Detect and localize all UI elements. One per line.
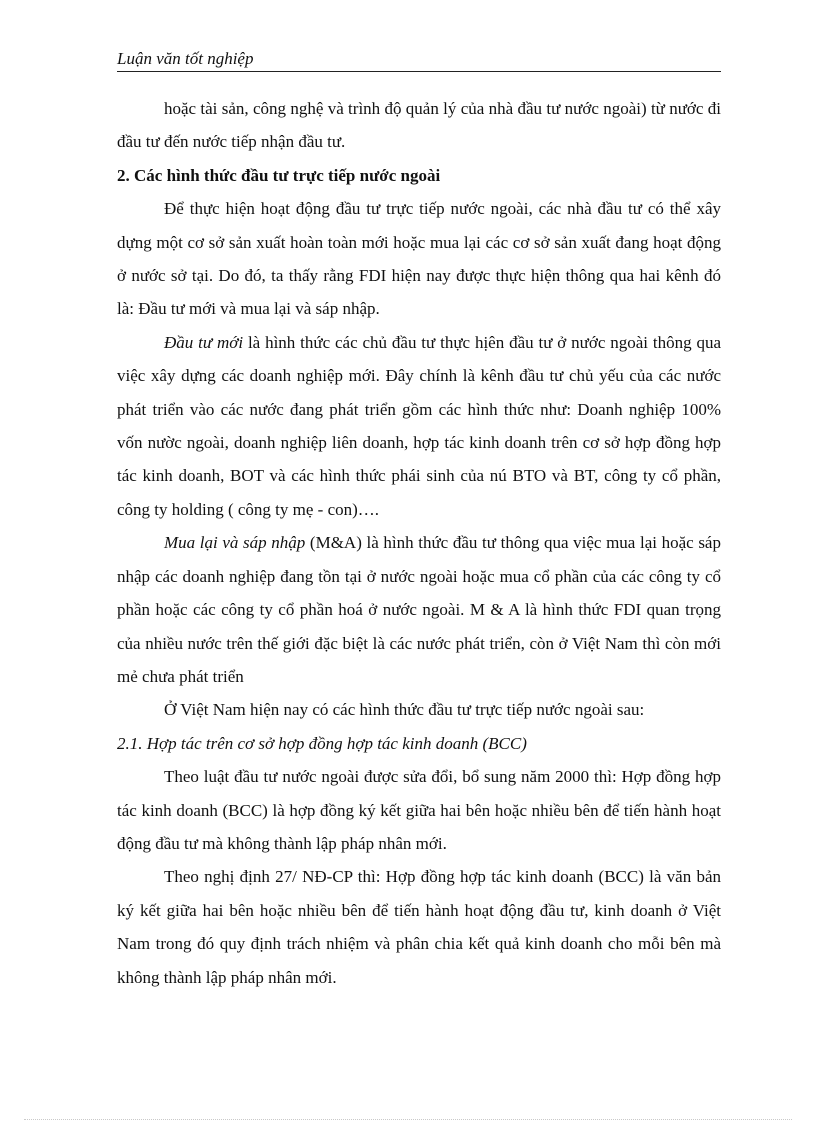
paragraph-decree-27: Theo nghị định 27/ NĐ-CP thì: Hợp đồng hợp tác kinh doanh (BCC) là văn bản ký kết giữa hai bên hoặc nhiều bên để tiến hành hoạt động đầu tư, kinh doanh ở Việt Nam trong đó quy định trách nhiệm và phân chia kết quả kinh doanh cho mỗi bên mà không thành lập pháp nhân mới. bbox=[117, 867, 721, 987]
paragraph-fdi-channels: Để thực hiện hoạt động đầu tư trực tiếp nước ngoài, các nhà đầu tư có thể xây dựng một cơ sở sản xuất hoàn toàn mới hoặc mua lại các cơ sở sản xuất đang hoạt động ở nước sở tại. Do đó, ta thấy rằng FDI hiện nay được thực hiện thông qua hai kênh đó là: Đầu tư mới và mua lại và sáp nhập. bbox=[117, 199, 721, 319]
paragraph-continuation: hoặc tài sản, công nghệ và trình độ quản lý của nhà đầu tư nước ngoài) từ nước đi đầu tư đến nước tiếp nhận đầu tư. bbox=[117, 99, 721, 152]
paragraph-new-investment-text: là hình thức các chủ đầu tư thực hịên đầu tư ở nước ngoài thông qua việc xây dựng các doanh nghiệp mới. Đây chính là kênh đầu tư chủ yếu của các nước phát triển vào các nước đang phát triển gồm các hình thức như: Doanh nghiệp 100% vốn nườc ngoài, doanh nghiệp liên doanh, hợp tác kinh doanh trên cơ sở hợp đồng hợp tác kinh doanh, BOT và các hình thức phái sinh của nú BTO và BT, công ty cổ phần, công ty holding ( công ty mẹ - con)…. bbox=[117, 332, 721, 519]
running-header: Luận văn tốt nghiệp bbox=[117, 48, 721, 72]
section-heading: 2. Các hình thức đầu tư trực tiếp nước ngoài bbox=[117, 165, 441, 185]
paragraph-ma bbox=[117, 526, 721, 693]
paragraph-vietnam-forms: Ở Việt Nam hiện nay có các hình thức đầu tư trực tiếp nước ngoài sau: bbox=[164, 700, 645, 720]
paragraph-ma-text: (M&A) là hình thức đầu tư thông qua việc mua lại hoặc sáp nhập các doanh nghiệp đang tồn tại ở nước ngoài hoặc mua cổ phần của các công ty cổ phần hoặc các công ty cổ phần hoá ở nước ngoài. M & A là hình thức FDI quan trọng của nhiều nước trên thế giới đặc biệt là các nước phát triển, còn ở Việt Nam thì còn mới mẻ chưa phát triển bbox=[117, 533, 721, 686]
term-new-investment: Đầu tư mới bbox=[164, 332, 244, 352]
body-text bbox=[117, 92, 721, 994]
bottom-divider bbox=[24, 1119, 792, 1120]
subsection-heading: 2.1. Hợp tác trên cơ sở hợp đồng hợp tác kinh doanh (BCC) bbox=[117, 733, 527, 753]
paragraph-new-investment bbox=[117, 326, 721, 526]
term-ma: Mua lại và sáp nhập bbox=[164, 533, 306, 553]
paragraph-law-2000: Theo luật đầu tư nước ngoài được sửa đổi, bổ sung năm 2000 thì: Hợp đồng hợp tác kinh doanh (BCC) là hợp đồng ký kết giữa hai bên hoặc nhiều bên để tiến hành hoạt động đầu tư mà không thành lập pháp nhân mới. bbox=[117, 767, 721, 853]
